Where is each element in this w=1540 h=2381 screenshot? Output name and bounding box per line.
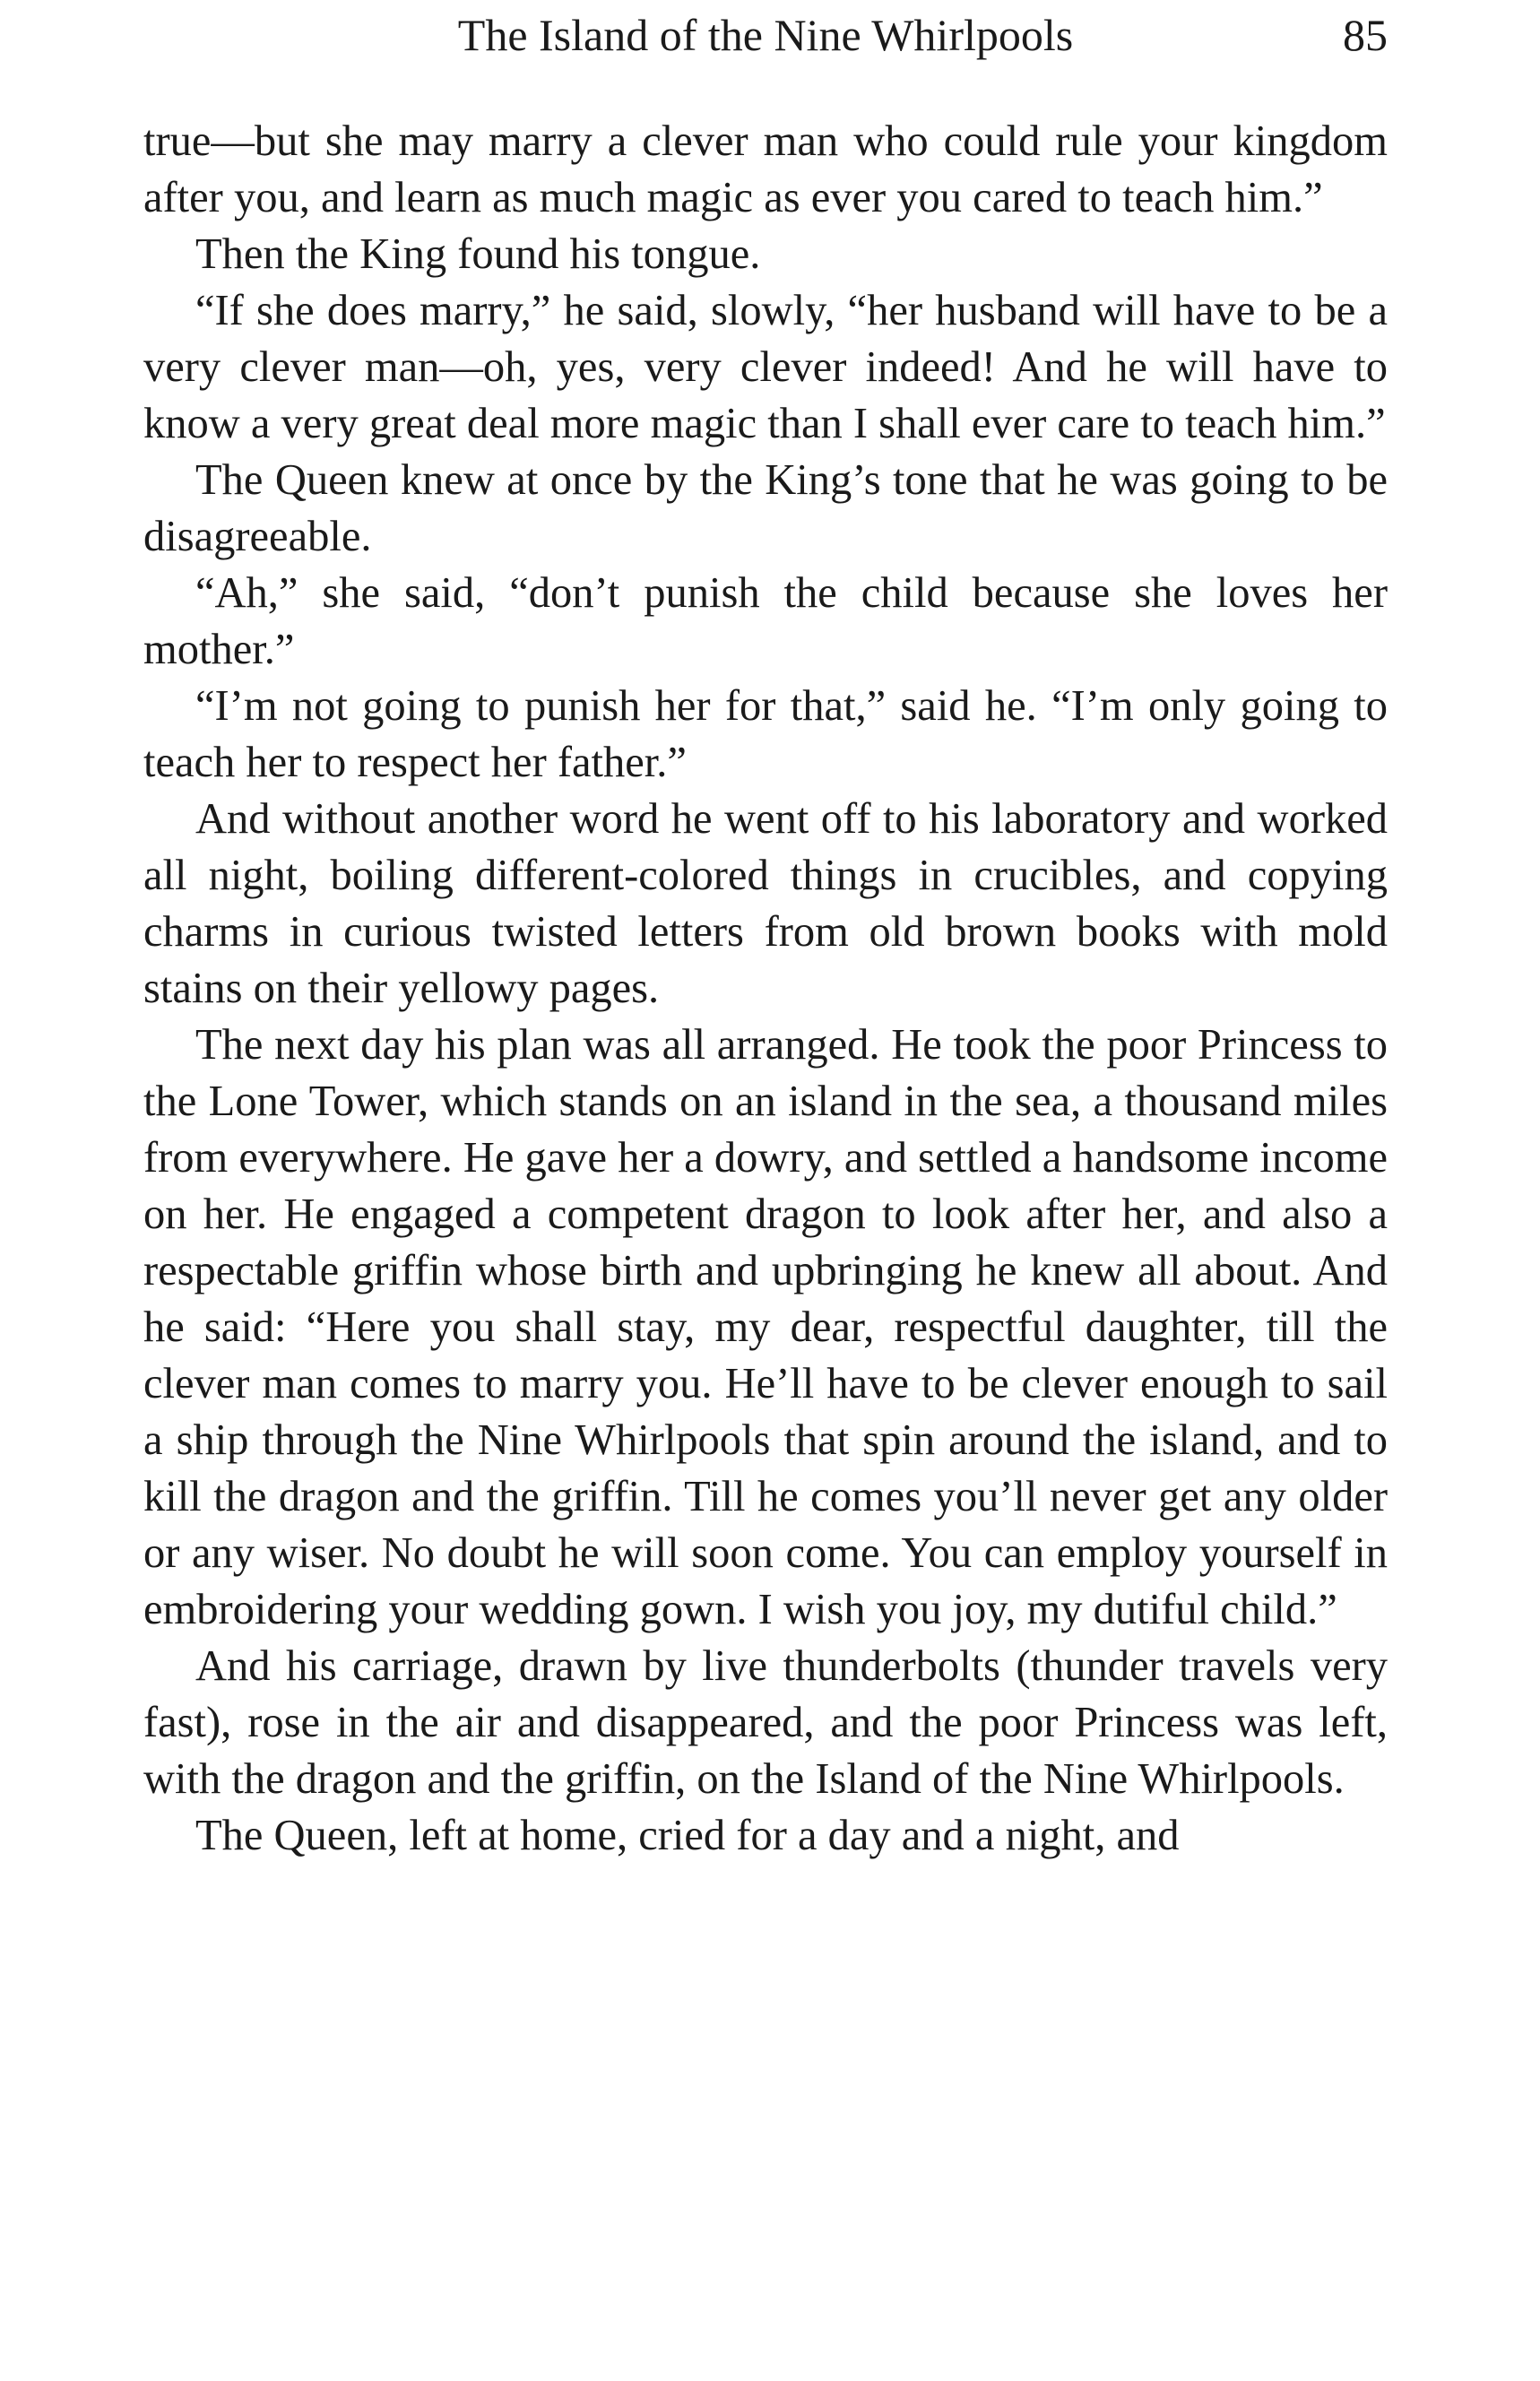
paragraph: “If she does marry,” he said, slowly, “her husband will have to be a very clever man—oh, yes, very clever indeed! And he will have to know a very great deal more magic than I shall ever care to teach him.” <box>143 287 1388 447</box>
paragraph: The Queen, left at home, cried for a day and a night, and <box>195 1812 1180 1859</box>
running-head <box>143 4 1388 66</box>
paragraph: And without another word he went off to his laboratory and worked all night, boiling different-colored things in crucibles, and copying charms in curious twisted letters from old brown books with mold stains on their yellowy pages. <box>143 795 1388 1012</box>
paragraph: The Queen knew at once by the King’s tone that he was going to be disagreeable. <box>143 456 1388 560</box>
paragraph: And his carriage, drawn by live thunderbolts (thunder travels very fast), rose in the air and disappeared, and the poor Princess was left, with the dragon and the griffin, on the Island of the Nine Whirlpools. <box>143 1642 1388 1803</box>
body-text <box>143 113 1388 1864</box>
paragraph: “I’m not going to punish her for that,” said he. “I’m only going to teach her to respect her father.” <box>143 682 1388 786</box>
paragraph: true—but she may marry a clever man who could rule your kingdom after you, and learn as much magic as ever you cared to teach him.” <box>143 117 1388 221</box>
paragraph: Then the King found his tongue. <box>195 230 761 278</box>
paragraph: The next day his plan was all arranged. He took the poor Princess to the Lone Tower, which stands on an island in the sea, a thousand miles from everywhere. He gave her a dowry, and settled a handsome income on her. He engaged a competent dragon to look after her, and also a respectable griffin whose birth and upbringing he knew all about. And he said: “Here you shall stay, my dear, respectful daughter, till the clever man comes to marry you. He’ll have to be clever enough to sail a ship through the Nine Whirlpools that spin around the island, and to kill the dragon and the griffin. Till he comes you’ll never get any older or any wiser. No doubt he will soon come. You can employ yourself in embroidering your wedding gown. I wish you joy, my dutiful child.” <box>143 1021 1388 1633</box>
running-head-title: The Island of the Nine Whirlpools <box>457 10 1074 60</box>
page-number: 85 <box>1343 10 1388 60</box>
paragraph: “Ah,” she said, “don’t punish the child because she loves her mother.” <box>143 569 1388 673</box>
